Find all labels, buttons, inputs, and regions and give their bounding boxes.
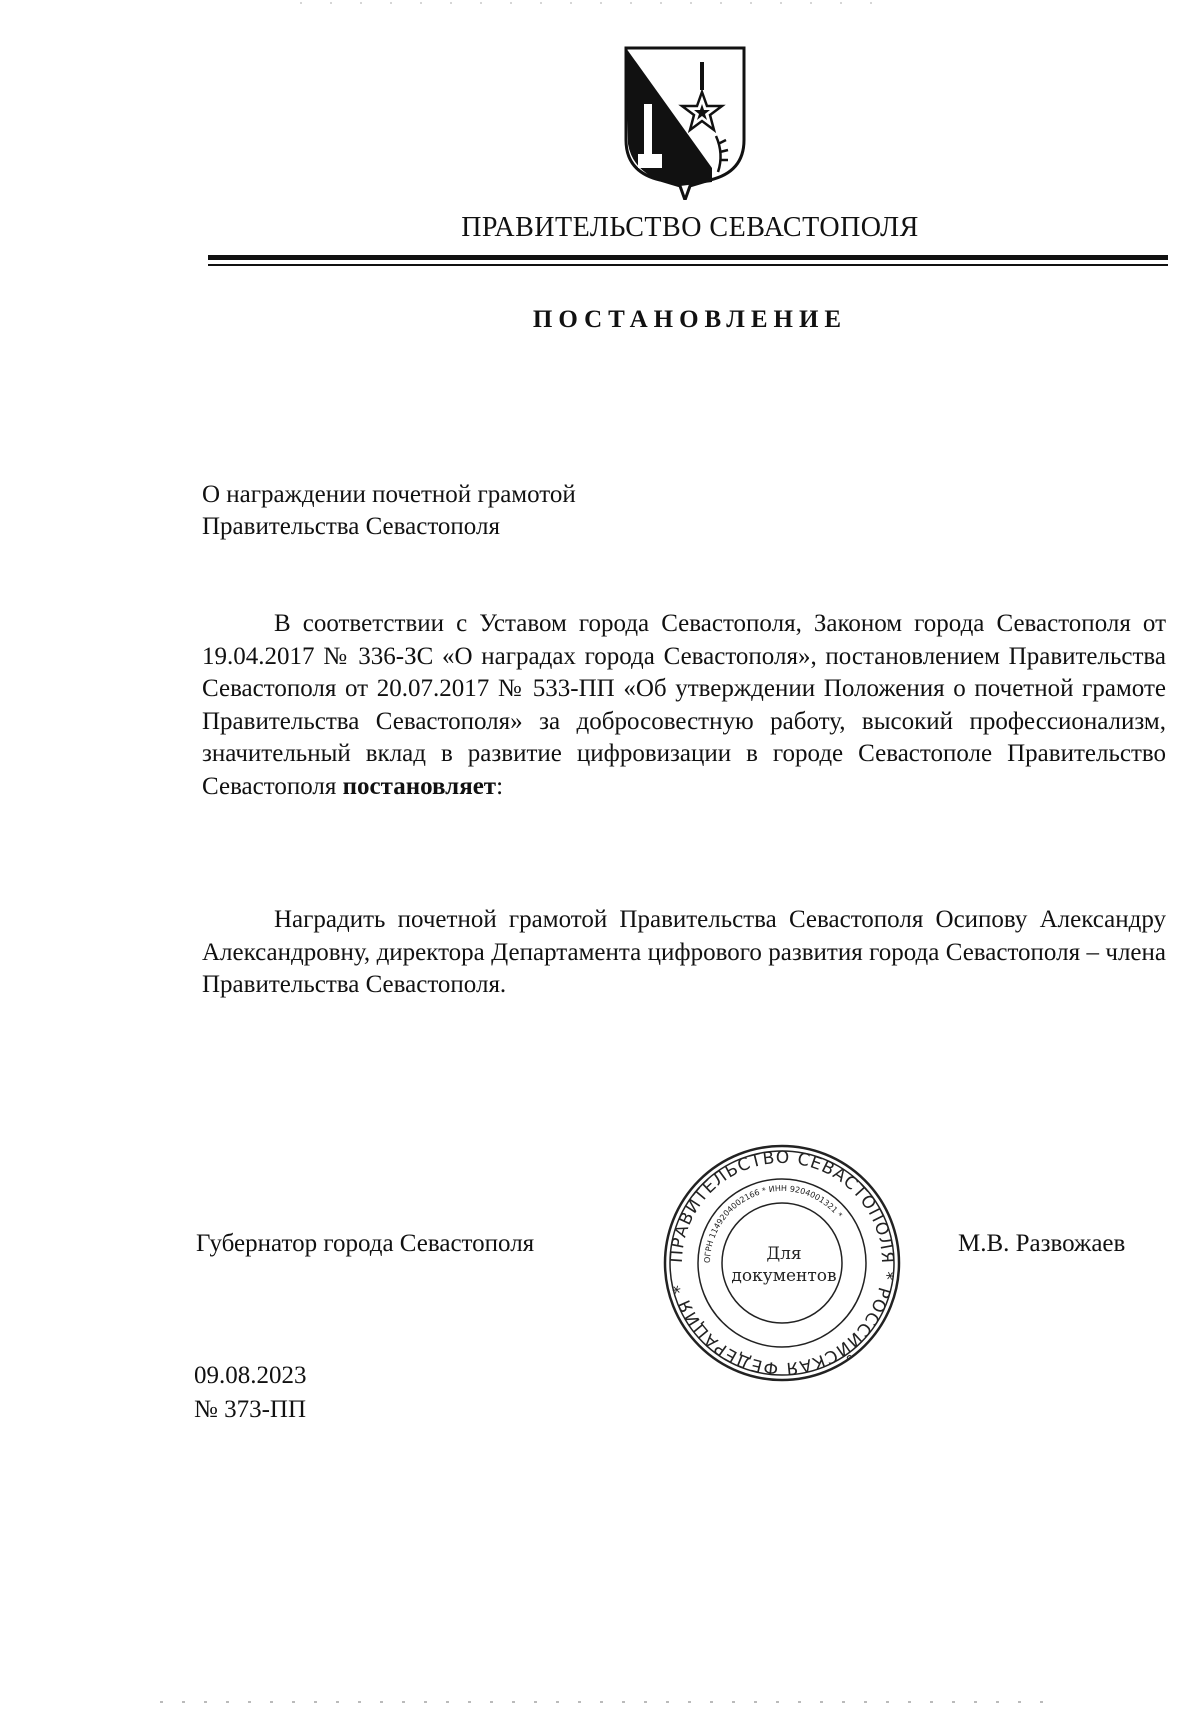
document-date: 09.08.2023 (194, 1362, 307, 1389)
subject-line-2: Правительства Севастополя (202, 513, 500, 540)
organization-title: ПРАВИТЕЛЬСТВО СЕВАСТОПОЛЯ (461, 212, 919, 243)
document-type-heading: ПОСТАНОВЛЕНИЕ (532, 306, 848, 333)
seal-center-line-1: Для (766, 1244, 802, 1264)
seal-outer-text: ПРАВИТЕЛЬСТВО СЕВАСТОПОЛЯ * РОССИЙСКАЯ ФЕДЕРАЦИЯ * (666, 1147, 898, 1379)
coat-of-arms-icon (620, 44, 750, 200)
document-subject (202, 479, 576, 543)
subject-line-1: О награждении почетной грамотой (202, 481, 576, 508)
seal-center-line-2: документов (731, 1266, 837, 1286)
preamble-colon: : (496, 772, 504, 800)
header-divider-thin (208, 264, 1168, 266)
resolves-keyword: постановляет (342, 772, 497, 800)
official-seal-stamp-icon (662, 1143, 902, 1383)
signatory-name: М.В. Развожаев (958, 1230, 1126, 1257)
preamble-text: В соответствии с Уставом города Севастополя, Законом города Севастополя от 19.04.2017 № 336-ЗС «О наградах города Севастополя», постановлением Правительства Севастополя от 20.07.2017 № 533-ПП «Об утверждении Положения о почетной грамоте Правительства Севастополя» за добросовестную работу, высокий профессионализм, значительный вклад в развитие цифровизации в городе Севастополе Правительство Севастополя (202, 610, 1166, 800)
document-number: № 373-ПП (194, 1396, 307, 1423)
award-paragraph: Наградить почетной грамотой Правительства Севастополя Осипову Александру Александровну, директора Департамента цифрового развития города Севастополя – члена Правительства Севастополя. (202, 906, 1166, 998)
preamble-paragraph (202, 608, 1166, 803)
scan-artifact-bottom (160, 1701, 1050, 1703)
seal-inner-text: ОГРН 1149204002166 * ИНН 9204001321 * (702, 1183, 845, 1264)
signatory-position: Губернатор города Севастополя (196, 1230, 535, 1257)
scan-artifact-top (300, 2, 900, 4)
header-divider-thick (208, 255, 1168, 260)
